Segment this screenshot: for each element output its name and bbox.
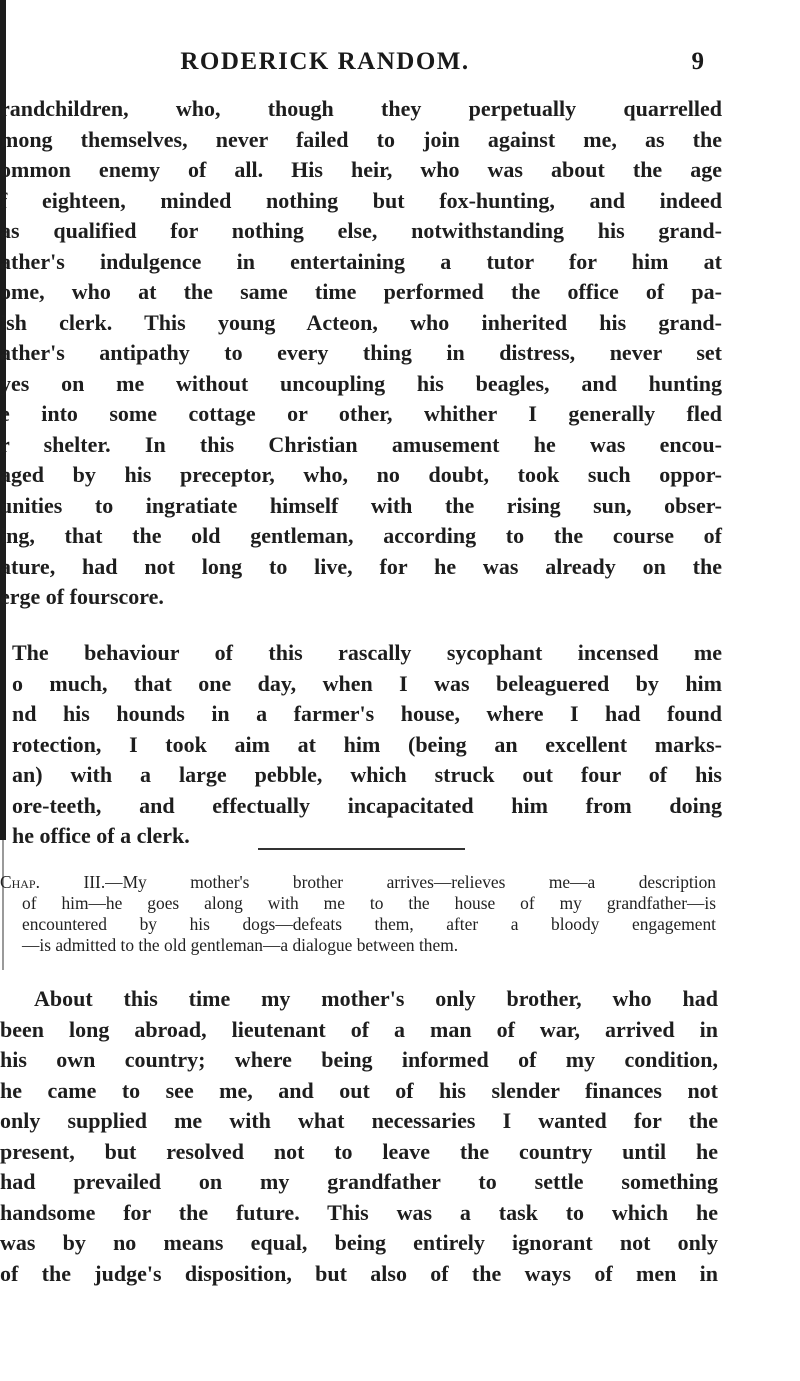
body-paragraph-2 <box>12 638 722 852</box>
chapter-summary-line: encountered by his dogs—defeats them, after a bloody engagement <box>22 914 716 934</box>
page-number: 9 <box>691 48 704 75</box>
text-line: ing, that the old gentleman, according to the course of <box>0 523 722 548</box>
chapter-summary <box>0 872 716 956</box>
text-line: present, but resolved not to leave the country until he <box>0 1138 718 1164</box>
text-line: an) with a large pebble, which struck out four of his <box>12 762 722 787</box>
chapter-summary-line: of him—he goes along with me to the house of my grandfather—is <box>22 893 716 913</box>
text-line: been long abroad, lieutenant of a man of war, arrived in <box>0 1016 718 1042</box>
body-paragraph-3 <box>0 984 718 1289</box>
text-line: randchildren, who, though they perpetually quarrelled <box>0 96 722 121</box>
text-line: unities to ingratiate himself with the rising sun, obser- <box>0 492 722 518</box>
text-line: o much, that one day, when I was beleaguered by him <box>12 670 722 696</box>
section-divider <box>258 848 465 850</box>
text-line: erge of fourscore. <box>0 584 164 609</box>
body-paragraph-1 <box>0 94 722 613</box>
text-line: r shelter. In this Christian amusement he was encou- <box>0 431 722 457</box>
text-line: yes on me without uncoupling his beagles, and hunting <box>0 370 722 396</box>
text-line: of the judge's disposition, but also of the ways of men in <box>0 1260 718 1286</box>
text-line: rotection, I took aim at him (being an excellent marks- <box>12 731 722 757</box>
text-line: ommon enemy of all. His heir, who was about the age <box>0 157 722 182</box>
running-title: RODERICK RANDOM. <box>180 48 470 75</box>
text-line: only supplied me with what necessaries I wanted for the <box>0 1108 718 1133</box>
text-line: ish clerk. This young Acteon, who inherited his grand- <box>0 309 722 335</box>
text-line: ature, had not long to live, for he was already on the <box>0 553 722 579</box>
text-line: ore-teeth, and effectually incapacitated him from doing <box>12 792 722 818</box>
text-line: was by no means equal, being entirely ignorant not only <box>0 1230 718 1255</box>
text-line: About this time my mother's only brother, who had <box>34 986 718 1011</box>
chapter-summary-line: —is admitted to the old gentleman—a dialogue between them. <box>22 935 459 955</box>
text-line: had prevailed on my grandfather to settle something <box>0 1169 718 1194</box>
text-line: The behaviour of this rascally sycophant incensed me <box>12 640 722 665</box>
text-line: ather's indulgence in entertaining a tutor for him at <box>0 248 722 274</box>
text-line: handsome for the future. This was a task to which he <box>0 1199 718 1225</box>
chapter-summary-first-line <box>0 872 716 893</box>
text-line: he came to see me, and out of his slender finances not <box>0 1077 718 1103</box>
text-line: aged by his preceptor, who, no doubt, took such oppor- <box>0 462 722 487</box>
text-line: f eighteen, minded nothing but fox-hunting, and indeed <box>0 187 722 213</box>
text-line: he office of a clerk. <box>12 823 190 848</box>
page-header <box>0 48 800 82</box>
text-line: ather's antipathy to every thing in distress, never set <box>0 340 722 365</box>
chapter-summary-first-line-text: . III.—My mother's brother arrives—relieves me—a description <box>35 872 716 892</box>
text-line: as qualified for nothing else, notwithstanding his grand- <box>0 218 722 243</box>
text-line: e into some cottage or other, whither I generally fled <box>0 401 722 426</box>
text-line: nd his hounds in a farmer's house, where I had found <box>12 701 722 726</box>
text-line: his own country; where being informed of my condition, <box>0 1047 718 1072</box>
text-line: ome, who at the same time performed the office of pa- <box>0 279 722 304</box>
text-line: mong themselves, never failed to join against me, as the <box>0 126 722 152</box>
chapter-label: Chap <box>0 872 36 892</box>
